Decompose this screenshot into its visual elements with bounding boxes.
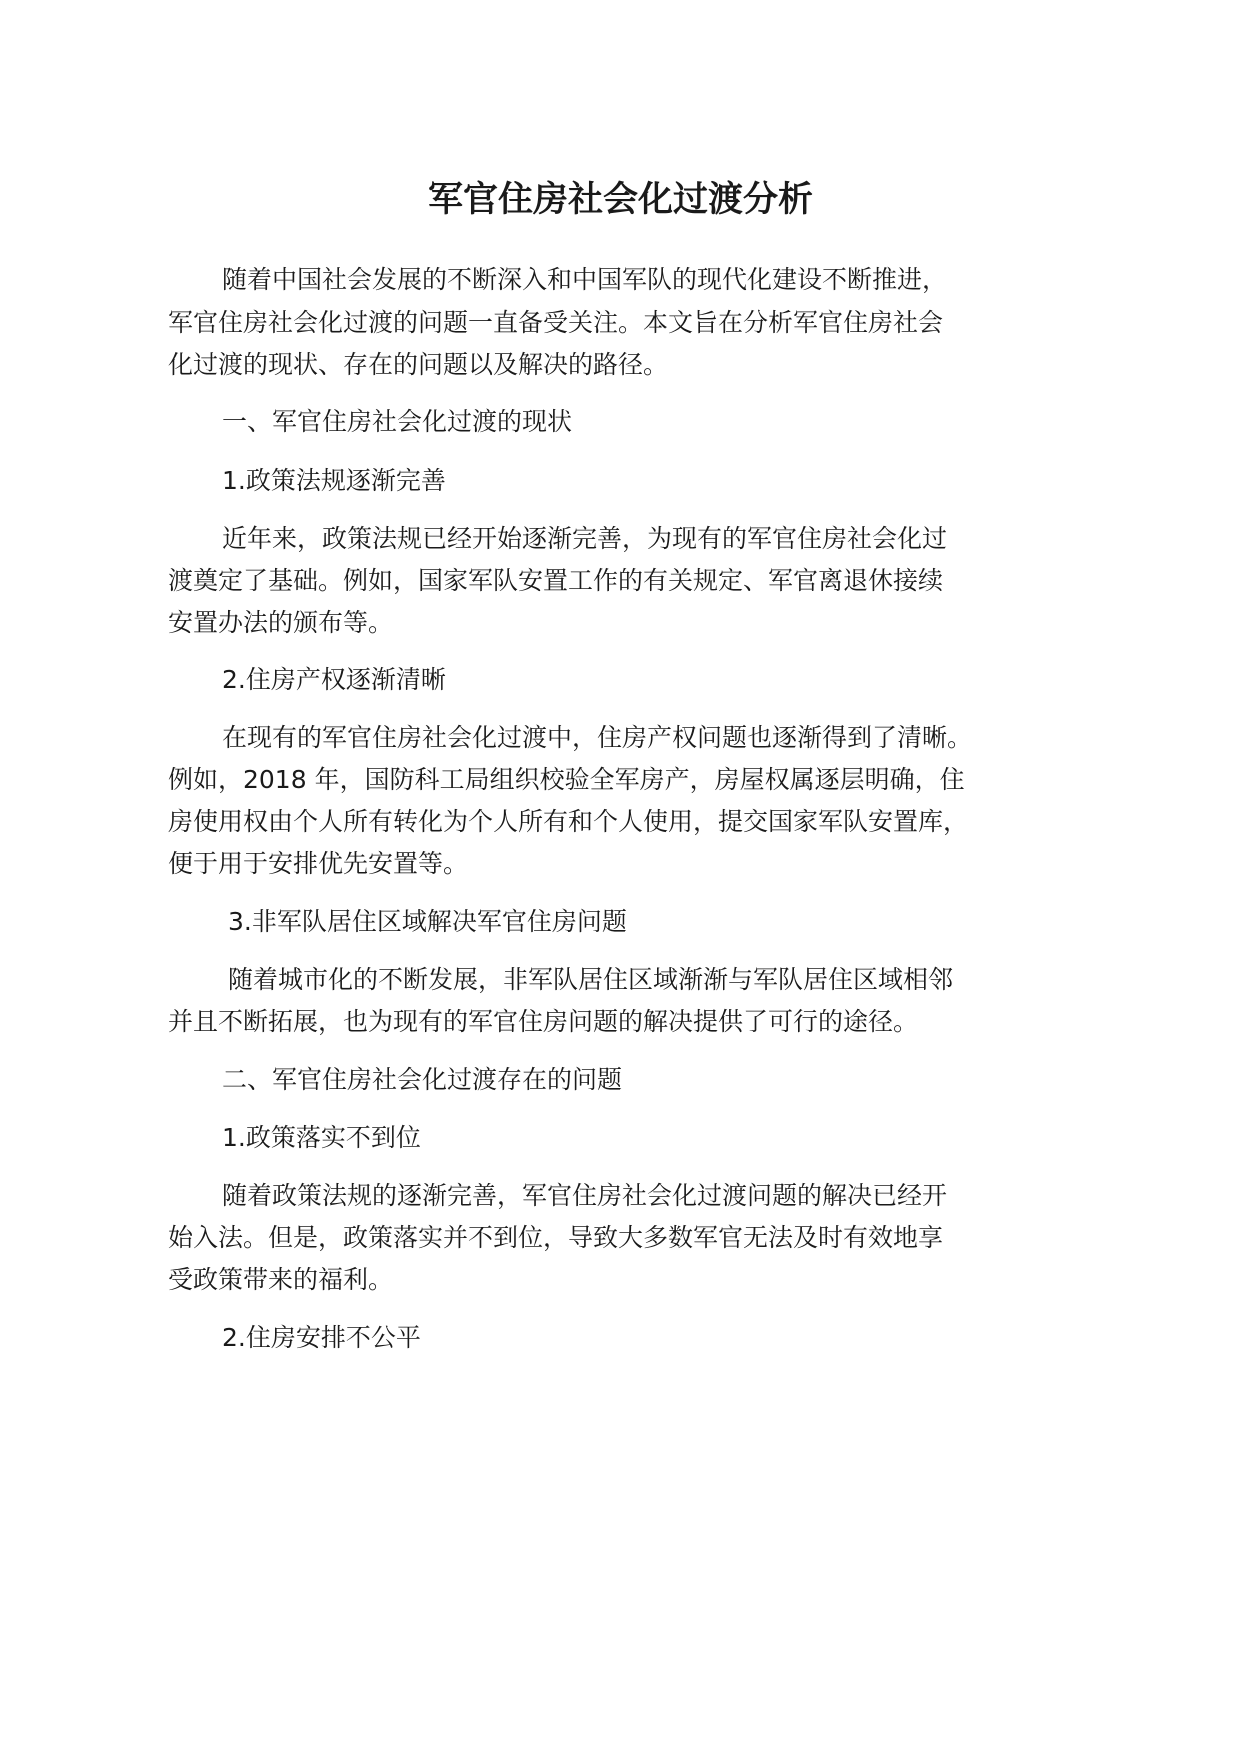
intro-line-3: 化过渡的现状、存在的问题以及解决的路径。 xyxy=(168,350,669,379)
section-heading-2: 二、军官住房社会化过渡存在的问题 xyxy=(222,1065,623,1094)
paragraph-1-3-line-2: 并且不断拓展，也为现有的军官住房问题的解决提供了可行的途径。 xyxy=(168,1007,919,1036)
section-heading-1: 一、军官住房社会化过渡的现状 xyxy=(222,407,573,436)
paragraph-1-1-line-2: 渡奠定了基础。例如，国家军队安置工作的有关规定、军官离退休接续 xyxy=(168,566,944,595)
intro-line-1: 随着中国社会发展的不断深入和中国军队的现代化建设不断推进， xyxy=(222,265,948,294)
paragraph-2-1-line-1: 随着政策法规的逐渐完善，军官住房社会化过渡问题的解决已经开 xyxy=(222,1181,948,1210)
paragraph-1-2-line-1: 在现有的军官住房社会化过渡中，住房产权问题也逐渐得到了清晰。 xyxy=(222,723,973,752)
paragraph-2-1-line-3: 受政策带来的福利。 xyxy=(168,1265,394,1294)
subheading-1-3: 3.非军队居住区域解决军官住房问题 xyxy=(228,907,627,936)
document-title: 军官住房社会化过渡分析 xyxy=(427,180,813,220)
subheading-1-1: 1.政策法规逐渐完善 xyxy=(222,466,446,495)
subheading-2-2: 2.住房安排不公平 xyxy=(222,1323,421,1352)
paragraph-1-2-line-2: 例如，2018 年，国防科工局组织校验全军房产，房屋权属逐层明确，住 xyxy=(168,765,965,794)
paragraph-1-1-line-3: 安置办法的颁布等。 xyxy=(168,608,394,637)
subheading-2-1: 1.政策落实不到位 xyxy=(222,1123,421,1152)
paragraph-1-3-line-1: 随着城市化的不断发展，非军队居住区域渐渐与军队居住区域相邻 xyxy=(228,965,954,994)
paragraph-1-2-line-3: 房使用权由个人所有转化为个人所有和个人使用，提交国家军队安置库， xyxy=(168,807,969,836)
paragraph-1-1-line-1: 近年来，政策法规已经开始逐渐完善，为现有的军官住房社会化过 xyxy=(222,524,948,553)
subheading-1-2: 2.住房产权逐渐清晰 xyxy=(222,665,446,694)
paragraph-1-2-line-4: 便于用于安排优先安置等。 xyxy=(168,849,469,878)
paragraph-2-1-line-2: 始入法。但是，政策落实并不到位，导致大多数军官无法及时有效地享 xyxy=(168,1223,944,1252)
intro-line-2: 军官住房社会化过渡的问题一直备受关注。本文旨在分析军官住房社会 xyxy=(168,308,944,337)
